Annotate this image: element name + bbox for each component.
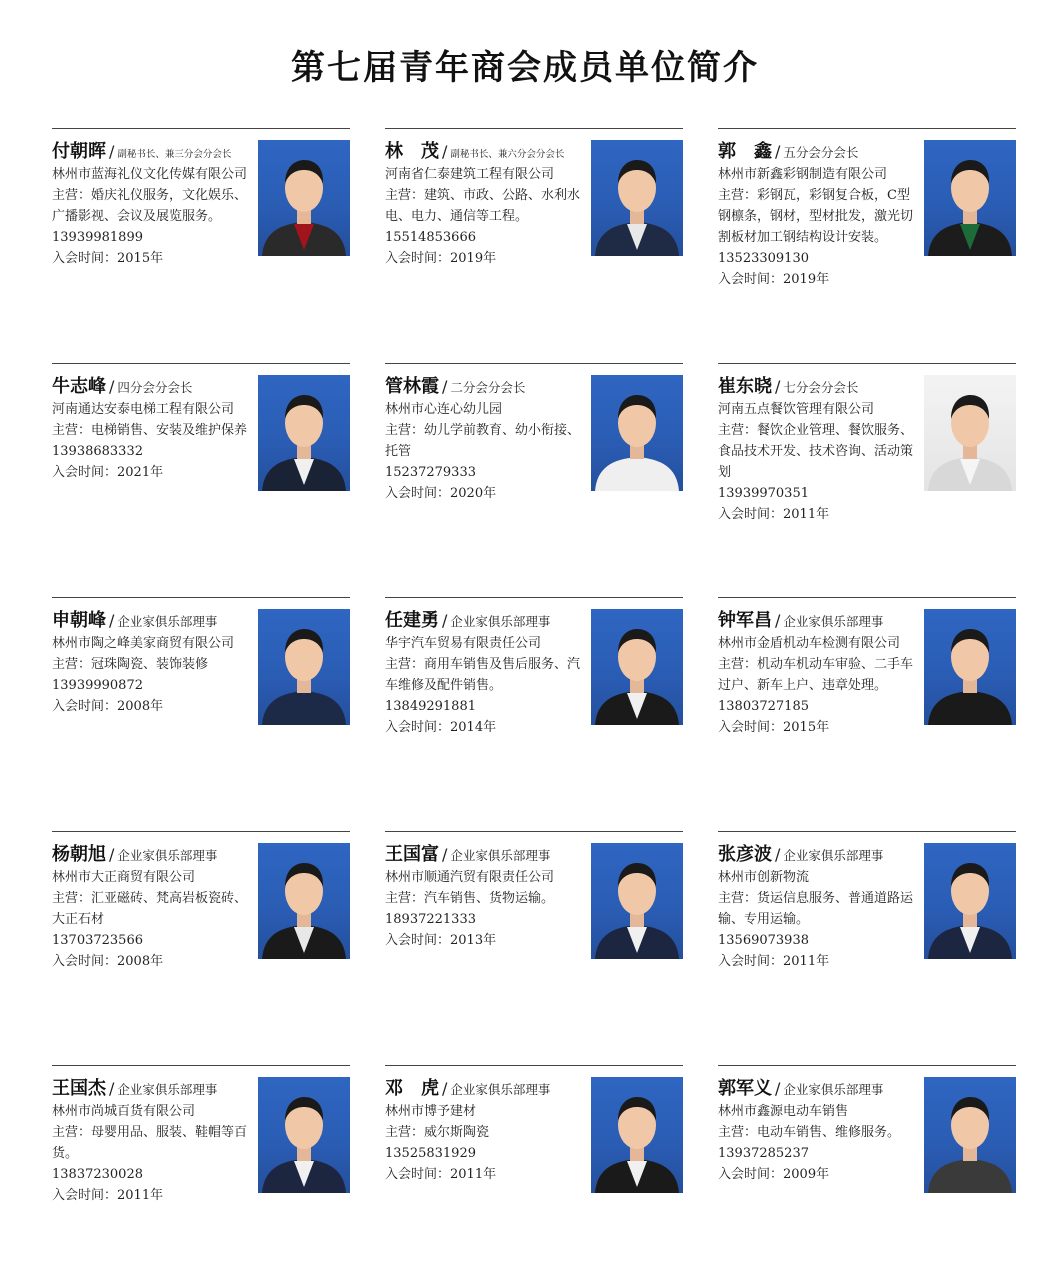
member-card: [52, 128, 350, 328]
member-role: 企业家俱乐部理事: [117, 848, 218, 863]
portrait-silhouette: [591, 609, 683, 725]
member-details: [52, 633, 252, 717]
member-photo: [258, 1077, 350, 1193]
member-details: [385, 633, 585, 738]
business-scope: 主营：汇亚磁砖、梵高岩板瓷砖、大正石材: [52, 891, 248, 927]
business-scope: 主营：货运信息服务、普通道路运输、专用运输。: [718, 891, 914, 927]
company-name: 林州市大正商贸有限公司: [52, 870, 196, 885]
portrait-silhouette: [258, 1077, 350, 1193]
divider-line: [52, 1065, 350, 1066]
member-card: [385, 1065, 683, 1265]
phone-number: 13837230028: [52, 1167, 143, 1182]
phone-number: 13939970351: [718, 486, 809, 501]
separator-slash: /: [442, 1079, 448, 1098]
divider-line: [385, 597, 683, 598]
member-photo: [591, 609, 683, 725]
member-name: 付朝晖: [52, 141, 106, 162]
join-date: 入会时间：2019年: [718, 272, 830, 287]
member-card: [385, 363, 683, 563]
business-scope: 主营：婚庆礼仪服务，文化娱乐、广播影视、会议及展览服务。: [52, 188, 248, 224]
member-role: 企业家俱乐部理事: [783, 1082, 884, 1097]
member-photo: [591, 140, 683, 256]
member-role: 企业家俱乐部理事: [117, 1082, 218, 1097]
member-details: [385, 867, 585, 951]
member-role: 企业家俱乐部理事: [450, 1082, 551, 1097]
member-photo: [258, 609, 350, 725]
member-photo: [924, 140, 1016, 256]
member-name: 任建勇: [385, 610, 439, 631]
company-name: 林州市蓝海礼仪文化传媒有限公司: [52, 167, 248, 182]
member-card: [385, 831, 683, 1031]
member-header: [52, 137, 252, 163]
company-name: 林州市金盾机动车检测有限公司: [718, 636, 901, 651]
company-name: 林州市尚城百货有限公司: [52, 1104, 196, 1119]
phone-number: 15237279333: [385, 465, 476, 480]
member-details: [52, 1101, 252, 1206]
member-header: [52, 372, 252, 398]
separator-slash: /: [109, 377, 115, 396]
member-details: [718, 164, 918, 290]
divider-line: [52, 831, 350, 832]
divider-line: [718, 128, 1016, 129]
phone-number: 13938683332: [52, 444, 143, 459]
member-header: [385, 372, 585, 398]
member-header: [718, 137, 918, 163]
member-header: [385, 840, 585, 866]
separator-slash: /: [442, 377, 448, 396]
member-card: [718, 831, 1016, 1031]
phone-number: 13939981899: [52, 230, 143, 245]
join-date: 入会时间：2011年: [718, 954, 830, 969]
business-scope: 主营：机动车机动车审验、二手车过户、新车上户、违章处理。: [718, 657, 914, 693]
member-role: 五分会分会长: [783, 145, 859, 160]
member-name: 郭 鑫: [718, 141, 772, 162]
divider-line: [52, 597, 350, 598]
divider-line: [718, 597, 1016, 598]
phone-number: 13803727185: [718, 699, 809, 714]
member-photo: [591, 843, 683, 959]
member-photo: [924, 375, 1016, 491]
member-role: 企业家俱乐部理事: [783, 848, 884, 863]
portrait-silhouette: [591, 375, 683, 491]
separator-slash: /: [775, 1079, 781, 1098]
portrait-silhouette: [591, 140, 683, 256]
portrait-silhouette: [591, 1077, 683, 1193]
member-role: 七分会分会长: [783, 380, 859, 395]
separator-slash: /: [109, 845, 115, 864]
member-name: 杨朝旭: [52, 844, 106, 865]
divider-line: [718, 1065, 1016, 1066]
member-photo: [591, 1077, 683, 1193]
separator-slash: /: [775, 377, 781, 396]
member-card: [718, 128, 1016, 328]
separator-slash: /: [442, 611, 448, 630]
join-date: 入会时间：2021年: [52, 465, 164, 480]
business-scope: 主营：彩钢瓦，彩钢复合板，C型钢檩条，钢材，型材批发，激光切割板材加工钢结构设计安装。: [718, 188, 914, 245]
member-role: 二分会分会长: [450, 380, 526, 395]
member-details: [385, 1101, 585, 1185]
member-role: 副秘书长、兼六分会分会长: [450, 149, 565, 160]
divider-line: [385, 831, 683, 832]
member-header: [718, 840, 918, 866]
member-name: 钟军昌: [718, 610, 772, 631]
divider-line: [718, 831, 1016, 832]
separator-slash: /: [442, 845, 448, 864]
separator-slash: /: [775, 845, 781, 864]
business-scope: 主营：建筑、市政、公路、水利水电、电力、通信等工程。: [385, 188, 581, 224]
phone-number: 13703723566: [52, 933, 143, 948]
phone-number: 13569073938: [718, 933, 809, 948]
company-name: 河南省仁泰建筑工程有限公司: [385, 167, 555, 182]
member-name: 王国杰: [52, 1078, 106, 1099]
divider-line: [52, 363, 350, 364]
member-card: [52, 363, 350, 563]
divider-line: [385, 363, 683, 364]
portrait-silhouette: [924, 140, 1016, 256]
portrait-silhouette: [591, 843, 683, 959]
separator-slash: /: [775, 142, 781, 161]
business-scope: 主营：电动车销售、维修服务。: [718, 1125, 901, 1140]
member-details: [718, 633, 918, 738]
separator-slash: /: [442, 142, 448, 161]
business-scope: 主营：汽车销售、货物运输。: [385, 891, 555, 906]
member-header: [718, 372, 918, 398]
business-scope: 主营：冠珠陶瓷、装饰装修: [52, 657, 209, 672]
member-card: [52, 1065, 350, 1265]
phone-number: 18937221333: [385, 912, 476, 927]
business-scope: 主营：幼儿学前教育、幼小衔接、托管: [385, 423, 581, 459]
member-name: 崔东晓: [718, 376, 772, 397]
member-details: [52, 164, 252, 269]
join-date: 入会时间：2019年: [385, 251, 497, 266]
member-name: 王国富: [385, 844, 439, 865]
member-name: 牛志峰: [52, 376, 106, 397]
separator-slash: /: [109, 142, 115, 161]
company-name: 河南通达安泰电梯工程有限公司: [52, 402, 235, 417]
divider-line: [718, 363, 1016, 364]
member-card: [718, 363, 1016, 563]
separator-slash: /: [109, 1079, 115, 1098]
member-card: [385, 597, 683, 797]
member-photo: [591, 375, 683, 491]
business-scope: 主营：餐饮企业管理、餐饮服务、食品技术开发、技术咨询、活动策划: [718, 423, 914, 480]
member-role: 四分会分会长: [117, 380, 193, 395]
member-photo: [924, 1077, 1016, 1193]
phone-number: 13939990872: [52, 678, 143, 693]
phone-number: 15514853666: [385, 230, 476, 245]
member-role: 企业家俱乐部理事: [450, 848, 551, 863]
join-date: 入会时间：2008年: [52, 954, 164, 969]
phone-number: 13525831929: [385, 1146, 476, 1161]
member-details: [718, 1101, 918, 1185]
member-header: [52, 1074, 252, 1100]
member-details: [385, 164, 585, 269]
page-title: 第七届青年商会成员单位简介: [291, 48, 759, 88]
member-role: 副秘书长、兼三分会分会长: [117, 149, 232, 160]
member-name: 申朝峰: [52, 610, 106, 631]
member-details: [385, 399, 585, 504]
company-name: 林州市新鑫彩钢制造有限公司: [718, 167, 888, 182]
company-name: 林州市鑫源电动车销售: [718, 1104, 849, 1119]
member-header: [718, 1074, 918, 1100]
company-name: 河南五点餐饮管理有限公司: [718, 402, 875, 417]
divider-line: [385, 1065, 683, 1066]
join-date: 入会时间：2008年: [52, 699, 164, 714]
portrait-silhouette: [924, 609, 1016, 725]
member-header: [385, 137, 585, 163]
separator-slash: /: [775, 611, 781, 630]
member-name: 郭军义: [718, 1078, 772, 1099]
separator-slash: /: [109, 611, 115, 630]
business-scope: 主营：商用车销售及售后服务、汽车维修及配件销售。: [385, 657, 581, 693]
company-name: 林州市创新物流: [718, 870, 810, 885]
portrait-silhouette: [258, 375, 350, 491]
join-date: 入会时间：2015年: [52, 251, 164, 266]
member-name: 林 茂: [385, 141, 439, 162]
company-name: 林州市顺通汽贸有限责任公司: [385, 870, 555, 885]
member-details: [718, 399, 918, 525]
member-header: [52, 840, 252, 866]
portrait-silhouette: [258, 609, 350, 725]
company-name: 林州市心连心幼儿园: [385, 402, 503, 417]
member-role: 企业家俱乐部理事: [117, 614, 218, 629]
phone-number: 13523309130: [718, 251, 809, 266]
member-details: [52, 867, 252, 972]
portrait-silhouette: [258, 140, 350, 256]
member-details: [718, 867, 918, 972]
portrait-silhouette: [924, 375, 1016, 491]
join-date: 入会时间：2011年: [52, 1188, 164, 1203]
member-header: [385, 1074, 585, 1100]
company-name: 林州市陶之峰美家商贸有限公司: [52, 636, 235, 651]
member-header: [52, 606, 252, 632]
join-date: 入会时间：2014年: [385, 720, 497, 735]
join-date: 入会时间：2011年: [718, 507, 830, 522]
join-date: 入会时间：2015年: [718, 720, 830, 735]
portrait-silhouette: [924, 1077, 1016, 1193]
member-photo: [258, 375, 350, 491]
business-scope: 主营：电梯销售、安装及维护保养: [52, 423, 248, 438]
company-name: 华宇汽车贸易有限责任公司: [385, 636, 542, 651]
member-role: 企业家俱乐部理事: [783, 614, 884, 629]
member-photo: [924, 609, 1016, 725]
divider-line: [52, 128, 350, 129]
portrait-silhouette: [258, 843, 350, 959]
member-details: [52, 399, 252, 483]
member-photo: [924, 843, 1016, 959]
phone-number: 13937285237: [718, 1146, 809, 1161]
business-scope: 主营：威尔斯陶瓷: [385, 1125, 490, 1140]
member-card: [385, 128, 683, 328]
member-name: 张彦波: [718, 844, 772, 865]
member-card: [52, 831, 350, 1031]
member-photo: [258, 843, 350, 959]
business-scope: 主营：母婴用品、服装、鞋帽等百货。: [52, 1125, 248, 1161]
member-header: [385, 606, 585, 632]
member-photo: [258, 140, 350, 256]
company-name: 林州市博予建材: [385, 1104, 477, 1119]
member-name: 管林霞: [385, 376, 439, 397]
member-role: 企业家俱乐部理事: [450, 614, 551, 629]
join-date: 入会时间：2020年: [385, 486, 497, 501]
portrait-silhouette: [924, 843, 1016, 959]
join-date: 入会时间：2013年: [385, 933, 497, 948]
join-date: 入会时间：2011年: [385, 1167, 497, 1182]
member-name: 邓 虎: [385, 1078, 439, 1099]
member-card: [718, 1065, 1016, 1265]
member-card: [52, 597, 350, 797]
member-header: [718, 606, 918, 632]
phone-number: 13849291881: [385, 699, 476, 714]
join-date: 入会时间：2009年: [718, 1167, 830, 1182]
member-card: [718, 597, 1016, 797]
divider-line: [385, 128, 683, 129]
